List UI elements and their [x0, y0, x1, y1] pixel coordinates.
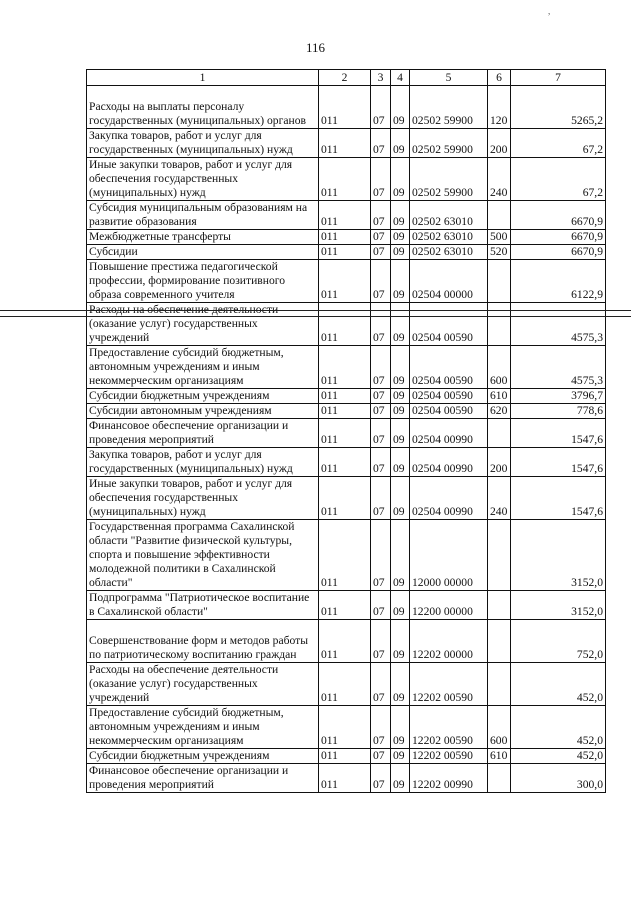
row-value-cell: 011 [319, 749, 371, 764]
table-row [87, 477, 606, 520]
row-value-cell: 011 [319, 477, 371, 520]
table-row [87, 620, 606, 663]
row-value-cell [488, 419, 511, 448]
row-value-cell: 300,0 [511, 764, 606, 793]
table-row [87, 389, 606, 404]
row-value-cell [488, 260, 511, 303]
row-value-cell: 07 [371, 260, 391, 303]
row-name-cell: Подпрограмма "Патриотическое воспитание в Сахалинской области" [87, 591, 319, 620]
row-value-cell: 02502 59900 [410, 129, 488, 158]
row-value-cell: 011 [319, 764, 371, 793]
row-value-cell: 240 [488, 477, 511, 520]
row-value-cell: 452,0 [511, 749, 606, 764]
row-name-cell: Предоставление субсидий бюджетным, автономным учреждениям и иным некоммерческим организациям [87, 706, 319, 749]
row-value-cell: 610 [488, 389, 511, 404]
row-name-cell: Иные закупки товаров, работ и услуг для обеспечения государственных (муниципальных) нужд [87, 477, 319, 520]
row-value-cell [488, 303, 511, 346]
row-name-cell: Расходы на обеспечение деятельности (оказание услуг) государственных учреждений [87, 663, 319, 706]
row-name-cell: Субсидии автономным учреждениям [87, 404, 319, 419]
row-value-cell: 011 [319, 419, 371, 448]
header-cell: 1 [87, 70, 319, 86]
row-value-cell: 12202 00990 [410, 764, 488, 793]
row-value-cell: 07 [371, 201, 391, 230]
row-value-cell: 011 [319, 520, 371, 591]
table-row [87, 749, 606, 764]
row-value-cell: 07 [371, 158, 391, 201]
row-value-cell: 6670,9 [511, 201, 606, 230]
row-value-cell: 452,0 [511, 706, 606, 749]
row-value-cell: 3152,0 [511, 520, 606, 591]
row-value-cell: 600 [488, 706, 511, 749]
row-value-cell: 02502 59900 [410, 86, 488, 129]
row-value-cell: 02504 00590 [410, 346, 488, 389]
row-value-cell: 67,2 [511, 129, 606, 158]
row-value-cell: 09 [391, 663, 410, 706]
row-value-cell: 011 [319, 158, 371, 201]
row-value-cell: 452,0 [511, 663, 606, 706]
row-value-cell: 09 [391, 158, 410, 201]
row-value-cell: 07 [371, 620, 391, 663]
row-value-cell: 07 [371, 389, 391, 404]
row-value-cell: 011 [319, 346, 371, 389]
row-name-cell: Совершенствование форм и методов работы по патриотическому воспитанию граждан [87, 620, 319, 663]
row-value-cell: 12200 00000 [410, 591, 488, 620]
table-row [87, 346, 606, 389]
row-value-cell: 4575,3 [511, 346, 606, 389]
row-value-cell: 09 [391, 230, 410, 245]
row-value-cell: 02502 63010 [410, 230, 488, 245]
row-value-cell: 610 [488, 749, 511, 764]
row-value-cell: 07 [371, 591, 391, 620]
row-value-cell: 09 [391, 706, 410, 749]
row-value-cell: 07 [371, 86, 391, 129]
row-value-cell: 011 [319, 706, 371, 749]
row-value-cell: 02504 00000 [410, 260, 488, 303]
row-value-cell: 02502 63010 [410, 245, 488, 260]
row-value-cell: 09 [391, 749, 410, 764]
row-value-cell: 011 [319, 448, 371, 477]
row-value-cell: 07 [371, 419, 391, 448]
row-name-cell: Иные закупки товаров, работ и услуг для обеспечения государственных (муниципальных) нужд [87, 158, 319, 201]
header-cell: 7 [511, 70, 606, 86]
row-value-cell: 07 [371, 245, 391, 260]
row-value-cell [488, 764, 511, 793]
row-value-cell: 240 [488, 158, 511, 201]
row-value-cell: 778,6 [511, 404, 606, 419]
row-value-cell: 07 [371, 477, 391, 520]
row-value-cell: 02502 63010 [410, 201, 488, 230]
row-value-cell: 09 [391, 764, 410, 793]
table-row [87, 419, 606, 448]
row-value-cell: 011 [319, 245, 371, 260]
corner-mark: , [548, 6, 551, 16]
row-name-cell: Субсидии бюджетным учреждениям [87, 749, 319, 764]
row-value-cell: 07 [371, 346, 391, 389]
row-name-cell: Повышение престижа педагогической профессии, формирование позитивного образа современного учителя [87, 260, 319, 303]
row-value-cell: 02504 00990 [410, 448, 488, 477]
row-value-cell: 09 [391, 201, 410, 230]
row-name-cell: Закупка товаров, работ и услуг для государственных (муниципальных) нужд [87, 448, 319, 477]
row-value-cell: 011 [319, 389, 371, 404]
row-value-cell: 1547,6 [511, 448, 606, 477]
row-value-cell: 011 [319, 591, 371, 620]
table-row [87, 591, 606, 620]
row-value-cell: 02504 00990 [410, 477, 488, 520]
page-number: 116 [305, 40, 326, 55]
strike-line [0, 310, 631, 311]
row-value-cell: 09 [391, 86, 410, 129]
strike-line [0, 316, 631, 317]
row-name-cell: Субсидии бюджетным учреждениям [87, 389, 319, 404]
row-value-cell: 07 [371, 749, 391, 764]
header-cell: 2 [319, 70, 371, 86]
row-name-cell: Предоставление субсидий бюджетным, автономным учреждениям и иным некоммерческим организациям [87, 346, 319, 389]
row-name-cell: Субсидия муниципальным образованиям на развитие образования [87, 201, 319, 230]
row-value-cell: 1547,6 [511, 477, 606, 520]
row-value-cell: 07 [371, 404, 391, 419]
row-value-cell: 011 [319, 303, 371, 346]
row-value-cell: 07 [371, 230, 391, 245]
header-cell: 4 [391, 70, 410, 86]
row-value-cell: 09 [391, 129, 410, 158]
row-value-cell: 09 [391, 520, 410, 591]
table-row [87, 404, 606, 419]
row-value-cell: 09 [391, 245, 410, 260]
row-value-cell: 6122,9 [511, 260, 606, 303]
row-value-cell [488, 201, 511, 230]
table-row [87, 129, 606, 158]
header-cell: 6 [488, 70, 511, 86]
row-value-cell: 200 [488, 129, 511, 158]
row-value-cell: 12000 00000 [410, 520, 488, 591]
row-value-cell: 520 [488, 245, 511, 260]
row-value-cell: 07 [371, 764, 391, 793]
table-row [87, 764, 606, 793]
row-value-cell: 6670,9 [511, 245, 606, 260]
row-value-cell: 3152,0 [511, 591, 606, 620]
row-value-cell [488, 520, 511, 591]
table-row [87, 158, 606, 201]
header-row [87, 70, 606, 86]
row-value-cell: 09 [391, 620, 410, 663]
row-value-cell: 09 [391, 404, 410, 419]
row-value-cell: 011 [319, 86, 371, 129]
row-value-cell: 600 [488, 346, 511, 389]
row-value-cell: 09 [391, 303, 410, 346]
row-value-cell: 011 [319, 129, 371, 158]
row-value-cell: 011 [319, 230, 371, 245]
header-cell: 3 [371, 70, 391, 86]
table-row [87, 201, 606, 230]
row-value-cell [488, 620, 511, 663]
row-value-cell: 4575,3 [511, 303, 606, 346]
row-name-cell: Расходы на обеспечение деятельности (оказание услуг) государственных учреждений [87, 303, 319, 346]
header-cell: 5 [410, 70, 488, 86]
row-value-cell: 620 [488, 404, 511, 419]
row-name-cell: Финансовое обеспечение организации и проведения мероприятий [87, 764, 319, 793]
row-value-cell: 12202 00590 [410, 663, 488, 706]
row-value-cell: 011 [319, 620, 371, 663]
row-value-cell: 12202 00590 [410, 706, 488, 749]
row-name-cell: Субсидии [87, 245, 319, 260]
row-value-cell: 12202 00590 [410, 749, 488, 764]
row-value-cell: 12202 00000 [410, 620, 488, 663]
row-value-cell: 09 [391, 591, 410, 620]
row-value-cell: 09 [391, 346, 410, 389]
row-value-cell: 67,2 [511, 158, 606, 201]
table-row [87, 303, 606, 346]
row-value-cell: 02504 00590 [410, 404, 488, 419]
row-value-cell: 200 [488, 448, 511, 477]
table-row [87, 86, 606, 129]
row-value-cell: 02504 00590 [410, 303, 488, 346]
row-value-cell: 5265,2 [511, 86, 606, 129]
row-value-cell: 02502 59900 [410, 158, 488, 201]
row-name-cell: Закупка товаров, работ и услуг для государственных (муниципальных) нужд [87, 129, 319, 158]
table-row [87, 448, 606, 477]
row-value-cell: 09 [391, 419, 410, 448]
table-row [87, 663, 606, 706]
row-name-cell: Государственная программа Сахалинской области "Развитие физической культуры, спорта и повышение эффективности молодежной политики в Сахалинской области" [87, 520, 319, 591]
row-value-cell: 09 [391, 448, 410, 477]
row-value-cell: 120 [488, 86, 511, 129]
row-value-cell: 07 [371, 663, 391, 706]
row-value-cell [488, 591, 511, 620]
table-row [87, 245, 606, 260]
row-value-cell: 07 [371, 448, 391, 477]
row-value-cell: 07 [371, 303, 391, 346]
row-value-cell: 011 [319, 260, 371, 303]
row-value-cell [488, 663, 511, 706]
row-value-cell: 3796,7 [511, 389, 606, 404]
row-value-cell: 752,0 [511, 620, 606, 663]
row-name-cell: Расходы на выплаты персоналу государственных (муниципальных) органов [87, 86, 319, 129]
table-row [87, 260, 606, 303]
row-value-cell: 09 [391, 477, 410, 520]
budget-table [86, 69, 606, 793]
row-value-cell: 07 [371, 129, 391, 158]
row-value-cell: 6670,9 [511, 230, 606, 245]
table-row [87, 706, 606, 749]
row-value-cell: 07 [371, 706, 391, 749]
row-value-cell: 011 [319, 201, 371, 230]
row-value-cell: 07 [371, 520, 391, 591]
row-value-cell: 1547,6 [511, 419, 606, 448]
row-value-cell: 011 [319, 663, 371, 706]
row-value-cell: 02504 00590 [410, 389, 488, 404]
row-value-cell: 02504 00990 [410, 419, 488, 448]
row-value-cell: 011 [319, 404, 371, 419]
row-value-cell: 500 [488, 230, 511, 245]
row-value-cell: 09 [391, 260, 410, 303]
row-name-cell: Межбюджетные трансферты [87, 230, 319, 245]
table-row [87, 520, 606, 591]
table-row [87, 230, 606, 245]
row-value-cell: 09 [391, 389, 410, 404]
row-name-cell: Финансовое обеспечение организации и проведения мероприятий [87, 419, 319, 448]
